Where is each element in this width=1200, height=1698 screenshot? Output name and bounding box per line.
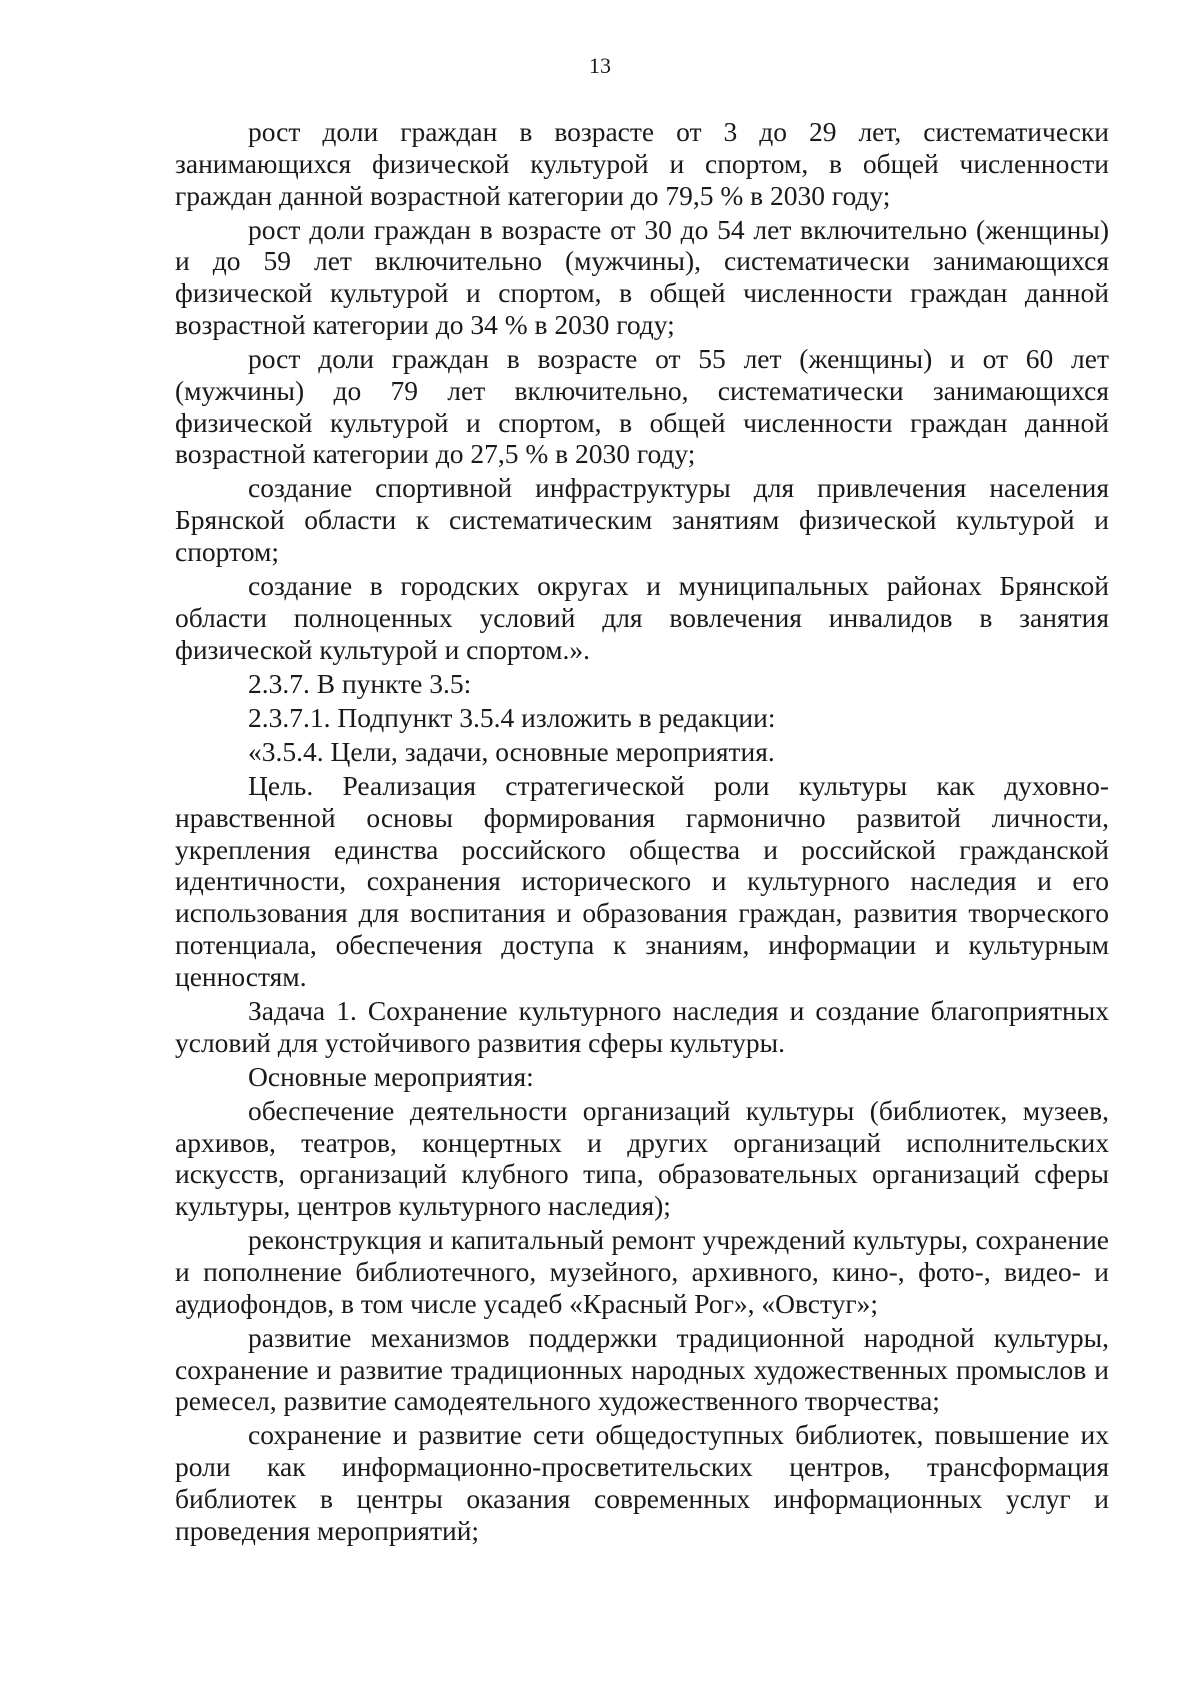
paragraph: Основные мероприятия: [248, 1060, 534, 1092]
page-number: 13 [589, 53, 611, 78]
paragraph: создание спортивной инфраструктуры для привлечения населения Брянской области к систематическим занятиям физической культурой и спортом; [175, 472, 1109, 567]
paragraph: создание в городских округах и муниципальных районах Брянской области полноценных условий для вовлечения инвалидов в занятия физической культурой и спортом.». [175, 570, 1109, 665]
paragraph: реконструкция и капитальный ремонт учреждений культуры, сохранение и пополнение библиотечного, музейного, архивного, кино-, фото-, видео- и аудиофондов, в том числе усадеб «Красный Рог», «Овстуг»; [175, 1224, 1109, 1319]
paragraph: 2.3.7.1. Подпункт 3.5.4 изложить в редакции: [248, 701, 776, 733]
paragraph: рост доли граждан в возрасте от 55 лет (женщины) и от 60 лет (мужчины) до 79 лет включительно, систематически занимающихся физической культурой и спортом, в общей численности граждан данной возрастной категории до 27,5 % в 2030 году; [175, 343, 1109, 470]
document-body [175, 116, 1109, 1549]
paragraph: рост доли граждан в возрасте от 3 до 29 лет, систематически занимающихся физической культурой и спортом, в общей численности граждан данной возрастной категории до 79,5 % в 2030 году; [175, 116, 1109, 211]
paragraph: 2.3.7. В пункте 3.5: [248, 667, 472, 699]
paragraph: обеспечение деятельности организаций культуры (библиотек, музеев, архивов, театров, концертных и других организаций исполнительских искусств, организаций клубного типа, образовательных организаций сферы культуры, центров культурного наследия); [175, 1094, 1109, 1222]
paragraph: Задача 1. Сохранение культурного наследия и создание благоприятных условий для устойчивого развития сферы культуры. [175, 994, 1109, 1058]
paragraph: Цель. Реализация стратегической роли культуры как духовно-нравственной основы формирования гармонично развитой личности, укрепления единства российского общества и российской гражданской идентичности, сохранения исторического и культурного наследия и его использования для воспитания и образования граждан, развития творческого потенциала, обеспечения доступа к знаниям, информации и культурным ценностям. [175, 770, 1109, 992]
paragraph: развитие механизмов поддержки традиционной народной культуры, сохранение и развитие традиционных народных художественных промыслов и ремесел, развитие самодеятельного художественного творчества; [175, 1321, 1109, 1417]
paragraph: рост доли граждан в возрасте от 30 до 54 лет включительно (женщины) и до 59 лет включительно (мужчины), систематически занимающихся физической культурой и спортом, в общей численности граждан данной возрастной категории до 34 % в 2030 году; [175, 213, 1109, 340]
paragraph: «3.5.4. Цели, задачи, основные мероприятия. [248, 735, 775, 767]
paragraph: сохранение и развитие сети общедоступных библиотек, повышение их роли как информационно-просветительских центров, трансформация библиотек в центры оказания современных информационных услуг и проведения мероприятий; [175, 1419, 1109, 1546]
